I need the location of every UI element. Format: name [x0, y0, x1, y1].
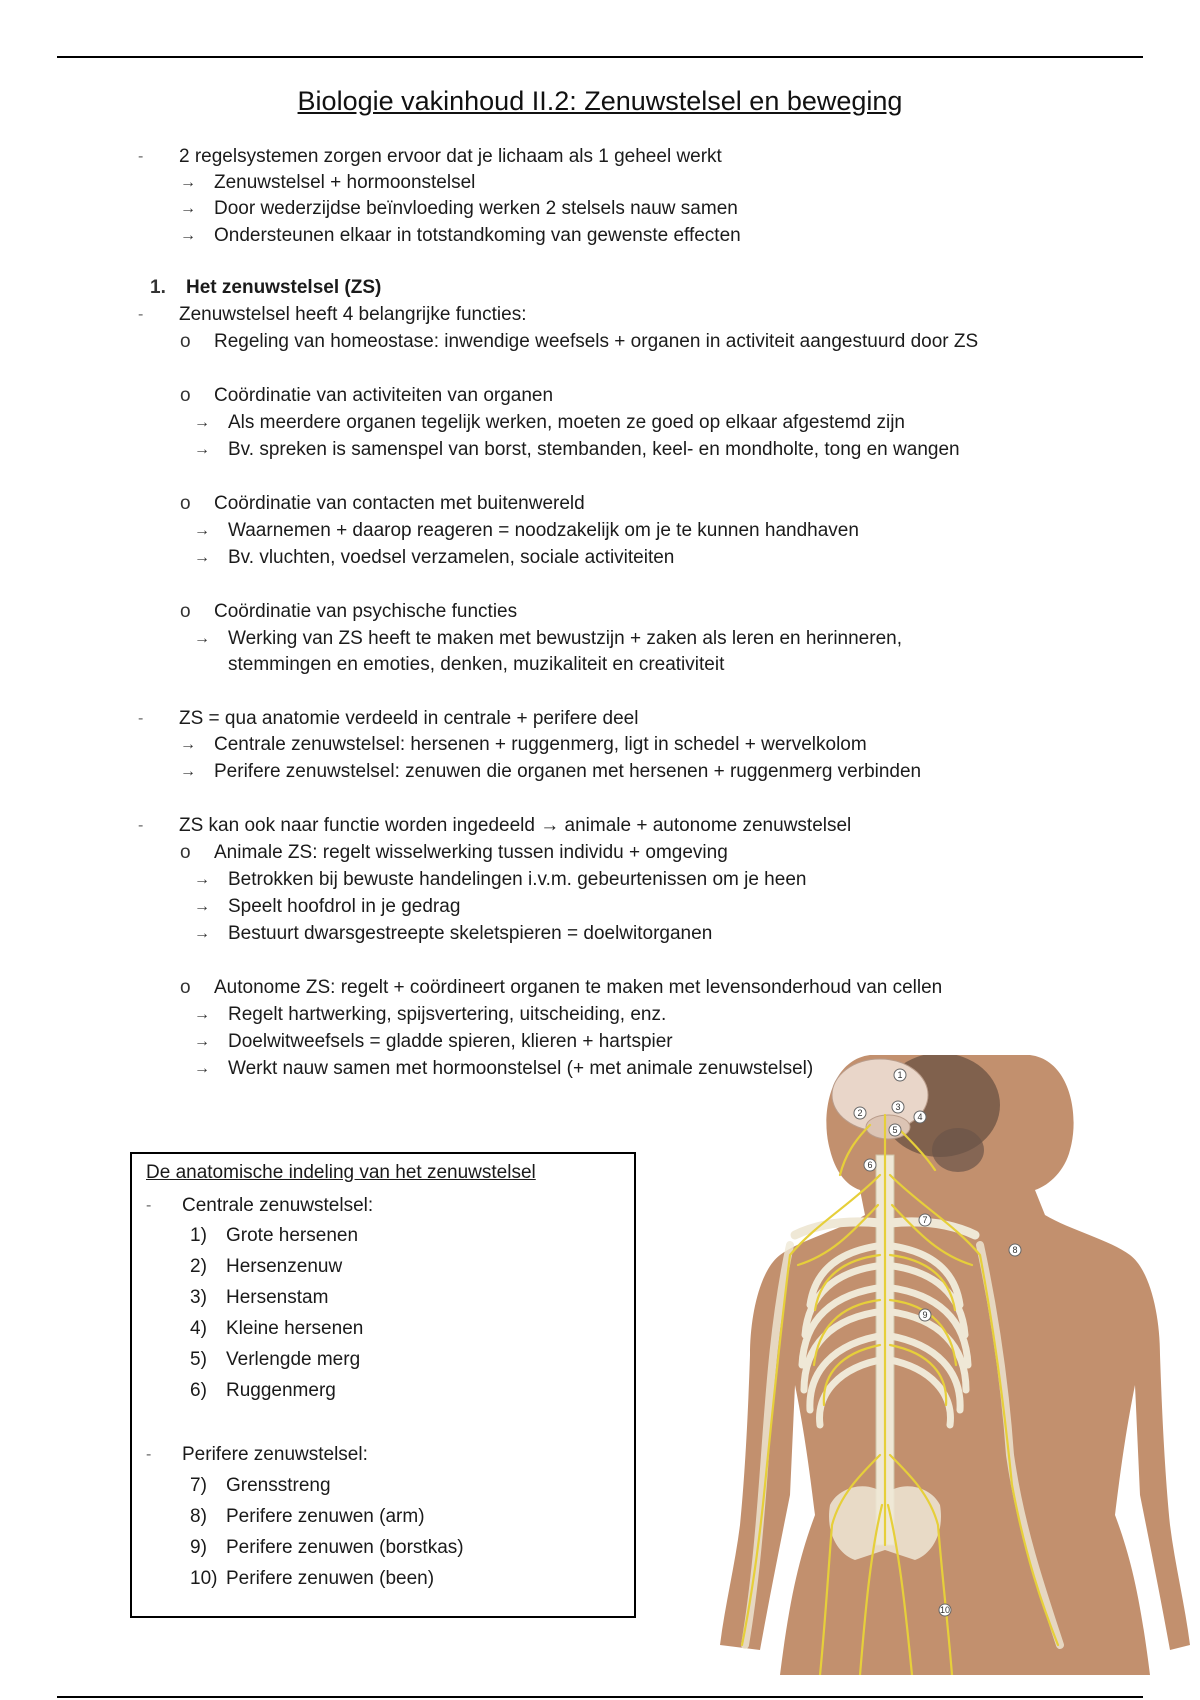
- note-line: [0, 436, 1200, 463]
- line-text: Door wederzijdse beïnvloeding werken 2 stelsels nauw samen: [214, 198, 738, 219]
- note-line: [0, 893, 1200, 920]
- note-line: [0, 382, 1200, 409]
- line-text: Zenuwstelsel + hormoonstelsel: [214, 172, 476, 193]
- note-line: [0, 705, 1200, 732]
- line-text: Autonome ZS: regelt + coördineert organen te maken met levensonderhoud van cellen: [214, 977, 943, 998]
- svg-text:1: 1: [897, 1070, 903, 1080]
- arrow-bullet: →: [180, 763, 196, 780]
- callout-4: [914, 1111, 926, 1123]
- arrow-bullet: →: [194, 414, 210, 431]
- line-text: ZS = qua anatomie verdeeld in centrale + perifere deel: [179, 708, 639, 729]
- section-number: 1.: [150, 277, 166, 298]
- svg-text:10: 10: [939, 1605, 951, 1615]
- line-text: Coördinatie van psychische functies: [214, 601, 518, 622]
- item-label: Perifere zenuwen (been): [226, 1568, 435, 1589]
- dash-bullet: -: [146, 1446, 152, 1463]
- note-line: [0, 195, 1200, 222]
- svg-text:3: 3: [895, 1102, 901, 1112]
- nervous-system-illustration: [720, 1055, 1190, 1675]
- circle-bullet: o: [180, 842, 191, 863]
- line-text: Bv. spreken is samenspel van borst, stembanden, keel- en mondholte, tong en wangen: [228, 439, 960, 460]
- item-number: 6): [190, 1380, 207, 1401]
- line-text: stemmingen en emoties, denken, muzikaliteit en creativiteit: [228, 654, 725, 675]
- arrow-bullet: →: [194, 871, 210, 888]
- item-number: 1): [190, 1225, 207, 1246]
- note-line: [0, 598, 1200, 625]
- callout-3: [892, 1101, 904, 1113]
- item-label: Kleine hersenen: [226, 1318, 364, 1339]
- note-line: [0, 974, 1200, 1001]
- line-text: Regelt hartwerking, spijsvertering, uitscheiding, enz.: [228, 1004, 667, 1025]
- arrow-bullet: →: [180, 227, 196, 244]
- note-line: [0, 544, 1200, 571]
- item-number: 2): [190, 1256, 207, 1277]
- callout-2: [854, 1107, 866, 1119]
- line-text: Coördinatie van contacten met buitenwereld: [214, 493, 585, 514]
- callout-6: [864, 1159, 876, 1171]
- dash-bullet: -: [138, 148, 144, 165]
- item-label: Hersenzenuw: [226, 1256, 343, 1277]
- circle-bullet: o: [180, 601, 191, 622]
- item-label: Grensstreng: [226, 1475, 331, 1496]
- line-text: Regeling van homeostase: inwendige weefsels + organen in activiteit aangestuurd door ZS: [214, 331, 979, 352]
- item-number: 5): [190, 1349, 207, 1370]
- bottom-rule: [57, 1696, 1143, 1698]
- line-text: Werkt nauw samen met hormoonstelsel (+ met animale zenuwstelsel): [228, 1058, 814, 1079]
- item-number: 7): [190, 1475, 207, 1496]
- line-text: Werking van ZS heeft te maken met bewustzijn + zaken als leren en herinneren,: [228, 628, 902, 649]
- note-line: [0, 651, 1200, 678]
- svg-text:5: 5: [892, 1125, 898, 1135]
- arrow-bullet: →: [194, 925, 210, 942]
- line-text: Bestuurt dwarsgestreepte skeletspieren = doelwitorganen: [228, 923, 713, 944]
- line-text: Zenuwstelsel heeft 4 belangrijke functies:: [179, 304, 527, 325]
- note-line: [0, 517, 1200, 544]
- arrow-bullet: →: [194, 522, 210, 539]
- note-line: [0, 409, 1200, 436]
- item-label: Grote hersenen: [226, 1225, 359, 1246]
- line-text: Doelwitweefsels = gladde spieren, klieren + hartspier: [228, 1031, 673, 1052]
- line-text: Waarnemen + daarop reageren = noodzakelijk om je te kunnen handhaven: [228, 520, 859, 541]
- line-text: Speelt hoofdrol in je gedrag: [228, 896, 461, 917]
- group-label: Perifere zenuwstelsel:: [182, 1444, 368, 1465]
- circle-bullet: o: [180, 493, 191, 514]
- callout-10: [939, 1604, 951, 1616]
- svg-text:9: 9: [922, 1310, 928, 1320]
- arrow-bullet: →: [194, 1060, 210, 1077]
- section-heading: [0, 274, 1200, 301]
- item-label: Verlengde merg: [226, 1349, 361, 1370]
- circle-bullet: o: [180, 331, 191, 352]
- svg-text:8: 8: [1012, 1245, 1018, 1255]
- note-line: [0, 143, 1200, 170]
- line-text: Animale ZS: regelt wisselwerking tussen individu + omgeving: [214, 842, 728, 863]
- group-label: Centrale zenuwstelsel:: [182, 1195, 374, 1216]
- top-rule: [57, 56, 1143, 58]
- arrow-bullet: →: [194, 630, 210, 647]
- line-text: Coördinatie van activiteiten van organen: [214, 385, 554, 406]
- dash-bullet: -: [146, 1197, 152, 1214]
- arrow-bullet: →: [180, 200, 196, 217]
- arrow-bullet: →: [194, 441, 210, 458]
- callout-5: [889, 1124, 901, 1136]
- note-line: [0, 731, 1200, 758]
- item-label: Perifere zenuwen (borstkas): [226, 1537, 464, 1558]
- item-number: 9): [190, 1537, 207, 1558]
- svg-text:4: 4: [917, 1112, 923, 1122]
- note-line: [0, 301, 1200, 328]
- note-line: [0, 1001, 1200, 1028]
- arrow-bullet: →: [194, 1033, 210, 1050]
- box-title: De anatomische indeling van het zenuwstelsel: [146, 1162, 536, 1183]
- circle-bullet: o: [180, 385, 191, 406]
- note-line: [0, 169, 1200, 196]
- page-title: Biologie vakinhoud II.2: Zenuwstelsel en beweging: [297, 86, 903, 116]
- svg-text:7: 7: [922, 1215, 928, 1225]
- arrow-bullet: →: [180, 174, 196, 191]
- svg-text:2: 2: [857, 1108, 863, 1118]
- callout-1: [894, 1069, 906, 1081]
- callout-8: [1009, 1244, 1021, 1256]
- line-text: Als meerdere organen tegelijk werken, moeten ze goed op elkaar afgestemd zijn: [228, 412, 905, 433]
- item-number: 4): [190, 1318, 207, 1339]
- item-number: 3): [190, 1287, 207, 1308]
- note-line: [0, 625, 1200, 652]
- note-line: [0, 866, 1200, 893]
- note-line: [0, 222, 1200, 249]
- callout-7: [919, 1214, 931, 1226]
- circle-bullet: o: [180, 977, 191, 998]
- note-line: [0, 839, 1200, 866]
- item-number: 10): [190, 1568, 218, 1589]
- dash-bullet: -: [138, 306, 144, 323]
- anatomy-box: [130, 1152, 636, 1618]
- note-line: [0, 328, 1200, 355]
- line-text: Perifere zenuwstelsel: zenuwen die organen met hersenen + ruggenmerg verbinden: [214, 761, 922, 782]
- svg-text:6: 6: [867, 1160, 873, 1170]
- line-text: Centrale zenuwstelsel: hersenen + ruggenmerg, ligt in schedel + wervelkolom: [214, 734, 867, 755]
- line-text: ZS kan ook naar functie worden ingedeeld → animale + autonome zenuwstelsel: [179, 815, 852, 836]
- arrow-bullet: →: [180, 736, 196, 753]
- item-number: 8): [190, 1506, 207, 1527]
- line-text: Betrokken bij bewuste handelingen i.v.m. gebeurtenissen om je heen: [228, 869, 807, 890]
- callout-9: [919, 1309, 931, 1321]
- note-line: [0, 490, 1200, 517]
- line-text: Ondersteunen elkaar in totstandkoming van gewenste effecten: [214, 225, 741, 246]
- line-text: Het zenuwstelsel (ZS): [186, 277, 382, 298]
- line-text: Bv. vluchten, voedsel verzamelen, sociale activiteiten: [228, 547, 675, 568]
- note-line: [0, 920, 1200, 947]
- dash-bullet: -: [138, 817, 144, 834]
- note-line: [0, 812, 1200, 839]
- dash-bullet: -: [138, 710, 144, 727]
- item-label: Hersenstam: [226, 1287, 329, 1308]
- arrow-bullet: →: [194, 549, 210, 566]
- item-label: Perifere zenuwen (arm): [226, 1506, 425, 1527]
- arrow-bullet: →: [194, 898, 210, 915]
- arrow-bullet: →: [194, 1006, 210, 1023]
- note-line: [0, 1028, 1200, 1055]
- line-text: 2 regelsystemen zorgen ervoor dat je lichaam als 1 geheel werkt: [179, 146, 722, 167]
- item-label: Ruggenmerg: [226, 1380, 336, 1401]
- note-line: [0, 758, 1200, 785]
